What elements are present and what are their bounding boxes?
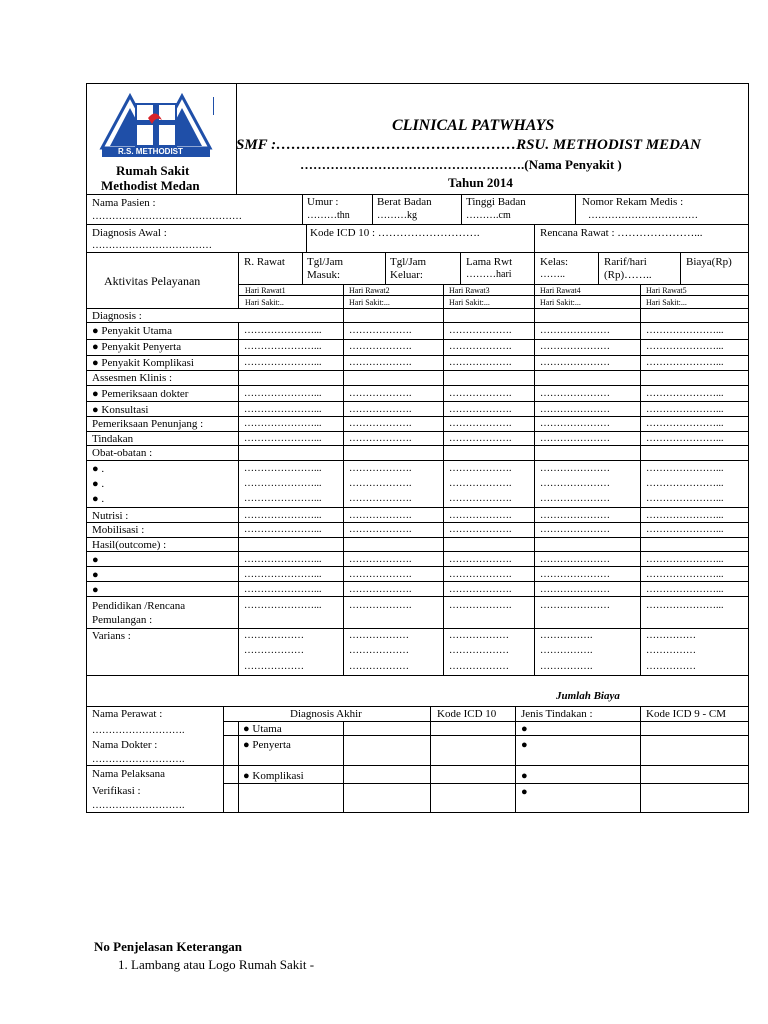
day-cell[interactable]: ………………. (349, 325, 412, 336)
nama-pasien-label: Nama Pasien : (92, 197, 156, 209)
day-cell[interactable]: …………………... (244, 524, 322, 535)
day-cell[interactable]: …………… (646, 630, 696, 641)
day-cell[interactable]: ………………. (349, 463, 412, 474)
day-5-label: Hari Rawat5 (646, 286, 687, 295)
mobilisasi-label: Mobilisasi : (92, 524, 145, 536)
hasil-label: Hasil(outcome) : (92, 539, 167, 551)
day-cell[interactable]: ………………. (449, 341, 512, 352)
rencana-rawat-field[interactable]: Rencana Rawat : …………………... (540, 227, 703, 239)
day-cell[interactable]: ………………. (449, 510, 512, 521)
nama-pasien-field[interactable]: ……………………………………… (92, 211, 242, 222)
kelas-label: Kelas: (540, 256, 569, 268)
day-cell[interactable]: …………………... (244, 388, 322, 399)
diagnosis-label: Diagnosis : (92, 310, 142, 322)
day-cell[interactable]: ……………… (244, 645, 304, 656)
day-cell[interactable]: …………………... (244, 584, 322, 595)
rekam-medis-field[interactable]: …………………………… (588, 210, 698, 221)
day-cell[interactable]: ………………. (449, 418, 512, 429)
tarif-label: Rarif/hari (604, 256, 647, 268)
komplikasi-label: ● Komplikasi (243, 770, 304, 782)
tgl-keluar-label: Tgl/Jam (390, 256, 427, 268)
day-cell[interactable]: …………………... (244, 433, 322, 444)
day-cell[interactable]: ………………… (540, 463, 610, 474)
day-cell[interactable]: …………………... (244, 404, 322, 415)
day-cell[interactable]: ………………. (449, 554, 512, 565)
day-cell[interactable]: ……………. (540, 630, 593, 641)
smf-line: SMF :…………………………………………RSU. METHODIST MEDAN (236, 137, 701, 153)
day-cell[interactable]: …………………... (244, 341, 322, 352)
footer-item-1: 1. Lambang atau Logo Rumah Sakit - (118, 957, 315, 972)
penyerta-label: ● Penyerta (243, 739, 291, 751)
day-cell[interactable]: …………………... (646, 357, 724, 368)
day-cell[interactable]: ………………. (349, 341, 412, 352)
day-cell[interactable]: ………………… (540, 478, 610, 489)
pendidikan-label-2: Pemulangan : (92, 614, 153, 626)
kode-icd10-label: Kode ICD 10 (437, 708, 497, 720)
obat-label: Obat-obatan : (92, 447, 153, 459)
aktivitas-label: Aktivitas Pelayanan (104, 274, 201, 288)
hasil-item-2: ● (92, 569, 99, 581)
tindakan-bullet-3: ● (521, 770, 528, 782)
day-cell[interactable]: ………………. (449, 463, 512, 474)
day-cell[interactable]: ……………… (449, 630, 509, 641)
day-cell[interactable]: ………………. (349, 388, 412, 399)
diagnosis-akhir-label: Diagnosis Akhir (290, 708, 362, 720)
day-cell[interactable]: ………………. (449, 325, 512, 336)
day-cell[interactable]: …………………... (646, 478, 724, 489)
day-cell[interactable]: …………………... (244, 478, 322, 489)
day-cell[interactable]: ………………… (540, 341, 610, 352)
umur-field[interactable]: ………thn (307, 210, 350, 221)
tgl-keluar-label-2: Keluar: (390, 269, 423, 281)
tgl-masuk-label: Tgl/Jam (307, 256, 344, 268)
hospital-name-1: Rumah Sakit (116, 163, 190, 178)
nama-perawat-label: Nama Perawat : (92, 708, 163, 720)
biaya-label: Biaya(Rp) (686, 256, 732, 268)
hasil-item-3: ● (92, 584, 99, 596)
day-cell[interactable]: …………………... (244, 463, 322, 474)
day-cell[interactable]: ………………… (540, 433, 610, 444)
day-cell[interactable]: …………………... (646, 569, 724, 580)
hospital-name-2: Methodist Medan (101, 178, 200, 193)
tarif-field[interactable]: (Rp)…….. (604, 269, 652, 281)
rekam-medis-label: Nomor Rekam Medis : (582, 196, 684, 208)
day-cell[interactable]: ………………. (449, 493, 512, 504)
kelas-field[interactable]: …….. (540, 269, 565, 280)
penyakit-komplikasi-label: ● Penyakit Komplikasi (92, 357, 194, 369)
nutrisi-label: Nutrisi : (92, 510, 129, 522)
hari-sakit-2[interactable]: Hari Sakit:... (349, 298, 390, 307)
day-cell[interactable]: ………………… (540, 325, 610, 336)
tindakan-label: Tindakan (92, 433, 134, 445)
day-cell[interactable]: ……………… (349, 661, 409, 672)
tindakan-bullet-2: ● (521, 739, 528, 751)
day-cell[interactable]: …………………... (244, 510, 322, 521)
day-cell[interactable]: ……………… (449, 645, 509, 656)
day-cell[interactable]: ……………… (449, 661, 509, 672)
day-cell[interactable]: …………………... (646, 404, 724, 415)
hari-sakit-4[interactable]: Hari Sakit:... (540, 298, 581, 307)
day-2-label: Hari Rawat2 (349, 286, 390, 295)
day-cell[interactable]: ………………. (349, 569, 412, 580)
hari-sakit-3[interactable]: Hari Sakit:... (449, 298, 490, 307)
utama-label: ● Utama (243, 723, 282, 735)
umur-label: Umur : (307, 196, 339, 208)
day-cell[interactable]: ………………… (540, 418, 610, 429)
day-cell[interactable]: …………………... (646, 493, 724, 504)
day-cell[interactable]: ………………. (349, 554, 412, 565)
day-cell[interactable]: ………………… (540, 569, 610, 580)
tinggi-field[interactable]: ……….cm (466, 210, 511, 221)
day-cell[interactable]: …………………... (244, 325, 322, 336)
day-cell[interactable]: ……………. (540, 645, 593, 656)
konsultasi-label: ● Konsultasi (92, 404, 149, 416)
day-cell[interactable]: ………………… (540, 584, 610, 595)
footer-heading: No Penjelasan Keterangan (94, 939, 243, 954)
day-cell[interactable]: …………… (646, 661, 696, 672)
day-cell[interactable]: ……………… (244, 661, 304, 672)
day-cell[interactable]: ………………… (540, 554, 610, 565)
day-cell[interactable]: …………………... (244, 493, 322, 504)
day-cell[interactable]: ………………… (540, 493, 610, 504)
day-cell[interactable]: ………………. (449, 584, 512, 595)
day-cell[interactable]: ………………… (540, 510, 610, 521)
day-cell[interactable]: ……………. (540, 661, 593, 672)
day-cell[interactable]: ………………. (449, 404, 512, 415)
day-cell[interactable]: ………………. (349, 478, 412, 489)
berat-field[interactable]: ………kg (377, 210, 417, 221)
day-cell[interactable]: …………………... (646, 554, 724, 565)
verifikasi-label: Verifikasi : (92, 785, 141, 797)
day-3-label: Hari Rawat3 (449, 286, 490, 295)
day-cell[interactable]: ………………. (349, 404, 412, 415)
tindakan-bullet-1: ● (521, 723, 528, 735)
day-cell[interactable]: ………………. (449, 388, 512, 399)
nama-dokter-field[interactable]: ………………………. (92, 754, 185, 765)
form-title: CLINICAL PATWHAYS (392, 117, 555, 134)
day-1-label: Hari Rawat1 (245, 286, 286, 295)
nama-pelaksana-label: Nama Pelaksana (92, 768, 165, 780)
day-cell[interactable]: …………………... (646, 433, 724, 444)
day-cell[interactable]: ………………… (540, 524, 610, 535)
penyakit-utama-label: ● Penyakit Utama (92, 325, 172, 337)
day-cell[interactable]: ………………. (449, 600, 512, 611)
day-cell[interactable]: ………………. (349, 493, 412, 504)
assesmen-label: Assesmen Klinis : (92, 372, 173, 384)
day-cell[interactable]: ………………… (540, 404, 610, 415)
day-cell[interactable]: …………………... (244, 418, 322, 429)
pemeriksaan-dokter-label: ● Pemeriksaan dokter (92, 388, 189, 400)
hari-sakit-1[interactable]: Hari Sakit:.. (245, 298, 284, 307)
day-cell[interactable]: ……………… (349, 630, 409, 641)
jenis-tindakan-label: Jenis Tindakan : (521, 708, 593, 720)
r-rawat-label: R. Rawat (244, 256, 285, 268)
day-cell[interactable]: …………………... (244, 569, 322, 580)
day-cell[interactable]: ………………. (349, 357, 412, 368)
day-cell[interactable]: ………………. (449, 569, 512, 580)
day-cell[interactable]: ………………. (449, 357, 512, 368)
day-cell[interactable]: ………………… (540, 357, 610, 368)
day-cell[interactable]: …………………... (646, 325, 724, 336)
penyakit-penyerta-label: ● Penyakit Penyerta (92, 341, 182, 353)
day-cell[interactable]: ………………. (349, 584, 412, 595)
lama-rawat-field[interactable]: ………hari (466, 269, 512, 280)
day-cell[interactable]: ………………. (349, 418, 412, 429)
day-cell[interactable]: …………………... (646, 584, 724, 595)
day-cell[interactable]: …………………... (244, 600, 322, 611)
varians-label: Varians : (92, 630, 131, 642)
diagnosis-awal-label: Diagnosis Awal : (92, 227, 167, 239)
day-cell[interactable]: …………………... (244, 357, 322, 368)
day-cell[interactable]: …………………... (646, 600, 724, 611)
diagnosis-awal-field[interactable]: ……………………………… (92, 240, 212, 251)
kode-icd9-label: Kode ICD 9 - CM (646, 708, 727, 720)
day-cell[interactable]: …………………... (646, 418, 724, 429)
obat-item-3: ● . (92, 493, 105, 505)
day-cell[interactable]: …………………... (646, 524, 724, 535)
verifikasi-field[interactable]: ………………………. (92, 800, 185, 811)
day-cell[interactable]: ………………… (540, 388, 610, 399)
day-cell[interactable]: ………………. (349, 524, 412, 535)
day-cell[interactable]: …………………... (646, 388, 724, 399)
tinggi-label: Tinggi Badan (466, 196, 526, 208)
day-cell[interactable]: ………………. (449, 478, 512, 489)
jumlah-biaya-label: Jumlah Biaya (556, 690, 620, 702)
day-cell[interactable]: ……………… (244, 630, 304, 641)
tindakan-bullet-4: ● (521, 786, 528, 798)
day-cell[interactable]: ………………. (349, 510, 412, 521)
pemeriksaan-penunjang-label: Pemeriksaan Penunjang : (92, 418, 204, 430)
day-cell[interactable]: …………………... (646, 463, 724, 474)
pendidikan-label: Pendidikan /Rencana (92, 600, 186, 612)
tgl-masuk-label-2: Masuk: (307, 269, 340, 281)
hasil-item-1: ● (92, 554, 99, 566)
day-cell[interactable]: ………………… (540, 600, 610, 611)
nama-dokter-label: Nama Dokter : (92, 739, 158, 751)
berat-label: Berat Badan (377, 196, 432, 208)
day-cell[interactable]: …………………... (244, 554, 322, 565)
disease-line: …………………………………………….(Nama Penyakit ) (300, 157, 622, 172)
lama-rawat-label: Lama Rwt (466, 256, 513, 268)
day-cell[interactable]: ………………. (349, 600, 412, 611)
day-cell[interactable]: ……………… (349, 645, 409, 656)
day-cell[interactable]: ………………. (349, 433, 412, 444)
day-4-label: Hari Rawat4 (540, 286, 581, 295)
day-cell[interactable]: ………………. (449, 433, 512, 444)
day-cell[interactable]: …………………... (646, 510, 724, 521)
kode-icd-field[interactable]: Kode ICD 10 : ………………………. (310, 227, 480, 239)
day-cell[interactable]: …………… (646, 645, 696, 656)
obat-item-1: ● . (92, 463, 105, 475)
day-cell[interactable]: …………………... (646, 341, 724, 352)
nama-perawat-field[interactable]: ………………………. (92, 725, 185, 736)
year: Tahun 2014 (448, 175, 513, 190)
day-cell[interactable]: ………………. (449, 524, 512, 535)
obat-item-2: ● . (92, 478, 105, 490)
logo-text: R.S. METHODIST (118, 147, 183, 156)
hari-sakit-5[interactable]: Hari Sakit:... (646, 298, 687, 307)
